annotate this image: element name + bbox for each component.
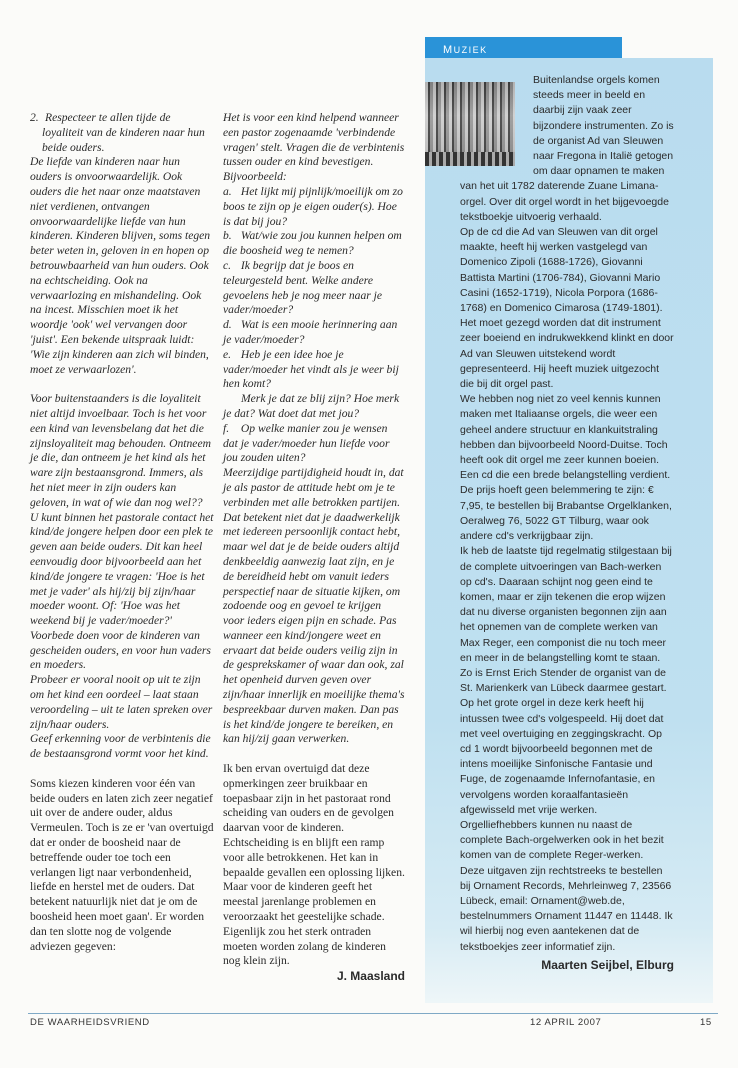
paragraph: Meerzijdige partijdigheid houdt in, dat je als pastor de attitude hebt om je te verbinden met alle betrokken partijen. Dat betekent niet dat je daadwerkelijk met iedereen persoonlijk contact hebt, maar wel dat je de beide ouders altijd denkbeeldig aanwezig laat zijn, en je de bereidheid hebt om vanuit ieders perspectief naar de situatie kijken, om zodoende oog en gevoel te krijgen voor ieders eigen pijn en schade. Pas wanneer een kind/jongere weet en ervaart dat beide ouders veilig zijn in de gesprekskamer of waar dan ook, zal het openheid durven geven over zijn/haar innerlijk en moeilijke thema's bespreekbaar durven maken. Dan pas is het kind/de jongere te bereiken, en kan hij/zij gaan verwerken. <box>223 466 405 746</box>
question-text: Heb je een idee hoe je vader/moeder het vindt als je weer bij hen komt? <box>223 347 399 391</box>
question-label: d. <box>223 318 232 332</box>
question-item <box>223 259 405 318</box>
question-text: Ik begrijp dat je boos en teleurgesteld bent. Welke andere gevoelens heb je nog meer naar je vader/moeder? <box>223 258 383 317</box>
question-label: f. <box>223 421 230 435</box>
section-header-bar <box>425 37 622 58</box>
paragraph: Geef erkenning voor de verbintenis die de bestaansgrond vormt voor het kind. <box>30 732 211 761</box>
footer-divider <box>28 1013 718 1014</box>
paragraph: Op de cd die Ad van Sleuwen van dit orgel maakte, heeft hij werken vastgelegd van Domenico Zipoli (1688-1726), Giovanni Battista Martini (1706-784), Giovanni Mario Casini (1652-1719), Nicola Porpora (1686-1768) en Domenico Cimarosa (1749-1801). Het moet gezegd worden dat dit instrument zeer boeiend en indrukwekkend klinkt en door Ad van Sleuwen uitstekend wordt gepresenteerd. Hij heeft muziek uitgezocht die bij dit orgel past. <box>460 226 674 391</box>
paragraph: Buitenlandse orgels komen steeds meer in beeld en daarbij zijn vaak zeer bijzondere instrumenten. Zo is de organist Ad van Sleuwen naar Fregona in Italië getogen om daar opnamen te maken van het uit 1782 daterende Zuane Limana-orgel. Over dit orgel wordt in het bijgevoegde tekstboekje uitvoerig verhaald. <box>460 74 674 223</box>
paragraph: Probeer er vooral nooit op uit te zijn om het kind een oordeel – laat staan veroordeling – uit te laten spreken over zijn/haar ouders. <box>30 673 213 731</box>
question-continued: Merk je dat ze blij zijn? Hoe merk je dat? Wat doet dat met jou? <box>223 392 400 420</box>
question-text: Op welke manier zou je wensen dat je vader/moeder hun liefde voor jou zouden uiten? <box>223 421 390 465</box>
question-text: Het lijkt mij pijnlijk/moeilijk om zo boos te zijn op je eigen ouder(s). Hoe is dat bij jou? <box>223 184 403 228</box>
page-number: 15 <box>700 1017 712 1028</box>
article-column-2 <box>223 111 405 984</box>
item-number: 2. <box>30 111 39 124</box>
paragraph: Voor buitenstaanders is die loyaliteit niet altijd invoelbaar. Toch is het voor een kind van levensbelang dat het die zijnsloyaliteit mag behouden. Ontneem je die, dan ontneem je het kind als het ware zijn bestaansgrond. Immers, als het niet meer in zijn ouders kan geloven, in wat of wie dan nog wel?? <box>30 392 211 509</box>
question-item <box>223 348 405 392</box>
footer-publication: DE WAARHEIDSVRIEND <box>30 1017 150 1028</box>
question-item <box>223 185 405 229</box>
music-review-text <box>460 73 674 973</box>
section-title: muziek <box>443 40 488 57</box>
question-label: b. <box>223 229 232 243</box>
paragraph: Deze uitgaven zijn rechtstreeks te bestellen bij Ornament Records, Mehrleinweg 7, 23566 Lübeck, email: Ornament@web.de, bestelnummers Ornament 11447 en 11448. Ik wil hierbij nog even aantekenen dat de tekstboekjes zeer informatief zijn. <box>460 864 673 953</box>
question-label: c. <box>223 258 232 272</box>
item-text: Respecteer te allen tijde de loyaliteit van de kinderen naar hun beide ouders. <box>42 111 205 154</box>
author-signature: J. Maasland <box>336 969 405 984</box>
question-item <box>223 422 405 466</box>
question-label: e. <box>223 347 232 361</box>
example-label: Bijvoorbeeld: <box>223 170 287 184</box>
paragraph: Soms kiezen kinderen voor één van beide ouders en laten zich zeer negatief uit over de andere ouder, aldus Vermeulen. Toch is ze er 'van overtuigd dat er onder de boosheid naar de betreffende ouder toe toch een verlangen ligt naar verbondenheid, liefde en herstel met de ouders. Dat betekent natuurlijk niet dat je om de boosheid heen moet gaan'. Er worden dan ten slotte nog de volgende adviezen gegeven: <box>30 776 214 953</box>
advice-item-2 <box>30 111 214 155</box>
question-item <box>223 318 405 348</box>
footer-date: 12 APRIL 2007 <box>530 1017 602 1028</box>
paragraph: Het is voor een kind helpend wanneer een pastor zogenaamde 'verbindende vragen' stelt. Vragen die de verbintenis tussen ouder en kind bevestigen. <box>223 111 405 169</box>
question-text: Wat is een mooie herinnering aan je vader/moeder? <box>223 318 398 346</box>
paragraph: U kunt binnen het pastorale contact het kind/de jongere helpen door een plek te geven aan beide ouders. Dit kan heel eenvoudig door bijvoorbeeld aan het kind/de jongere te vragen: 'Hoe is het met je vader' als hij/zij bij zijn/haar moeder woont. Of: 'Hoe was het weekend bij je vader/moeder?' Voorbede doen voor de kinderen van gescheiden ouders, en voor hun vaders en moeders. <box>30 510 214 672</box>
article-column-1 <box>30 111 214 954</box>
paragraph: We hebben nog niet zo veel kennis kunnen maken met Italiaanse orgels, die weer een geheel andere structuur en klankuitstraling hebben dan bijvoorbeeld Noord-Duitse. Toch heeft ook dit orgel me zeer kunnen boeien. Een cd die een brede belangstelling verdient. De prijs hoeft geen belemmering te zijn: € 7,95, te bestellen bij Brabantse Orgelklanken, Oeralweg 76, 5022 GT Tilburg, waar ook andere cd's verkrijgbaar zijn. <box>460 393 672 543</box>
paragraph: De liefde van kinderen naar hun ouders is onvoorwaardelijk. Ook ouders die het naar onze maatstaven niet verdienen, ontvangen onvoorwaardelijke liefde van hun kinderen. Kinderen blijven, soms tegen beter weten in, geloven in en hopen op betrouwbaarheid van hun ouders. Ook na echtscheiding. Ook na verwaarlozing en mishandeling. Ook na incest. Misschien moet ik het woordje 'ook' wel vervangen door 'juist'. Een bekende uitspraak luidt: 'Wie zijn kinderen aan zich wil binden, moet ze verwaarlozen'. <box>30 155 211 376</box>
paragraph: Ik ben ervan overtuigd dat deze opmerkingen zeer bruikbaar en toepasbaar zijn in het pastoraat rond scheiding van ouders en de gevolgen daarvan voor de kinderen. Echtscheiding is en blijft een ramp voor alle betrokkenen. Het kan in bepaalde gevallen een oplossing lijken. Maar voor de kinderen geeft het meestal jarenlange problemen en veroorzaakt het geestelijke schade. Eigenlijk zou het sterk ontraden moeten worden zolang de kinderen nog klein zijn. <box>223 762 405 968</box>
question-text: Wat/wie zou jou kunnen helpen om die boosheid weg te nemen? <box>223 229 402 258</box>
paragraph: Ik heb de laatste tijd regelmatig stilgestaan bij de complete uitvoeringen van Bach-werken op cd's. Daaraan schijnt nog geen eind te komen, maar er zijn tekenen die erop wijzen dat nu diverse organisten begonnen zijn aan het opnemen van de complete werken van Max Reger, een componist die nu toch meer en meer in de belangstelling komt te staan. Zo is Ernst Erich Stender de organist van de St. Marienkerk van Lübeck daarmee gestart. Op het grote orgel in deze kerk heeft hij intussen twee cd's volgespeeld. Hij doet dat met veel overtuiging en zeggingskracht. Op cd 1 wordt bijvoorbeeld begonnen met de intens moeilijke Sinfonische Fantasie und Fuge, de zogenaamde Infernofantasie, en vervolgens worden koraalfantasieën afgewisseld met vrije werken. Orgelliefhebbers kunnen nu naast de complete Bach-orgelwerken ook in het bezit komen van de complete Reger-werken. <box>460 545 672 862</box>
question-label: a. <box>223 184 232 198</box>
author-signature: Maarten Seijbel, Elburg <box>541 957 674 972</box>
question-item <box>223 229 405 259</box>
